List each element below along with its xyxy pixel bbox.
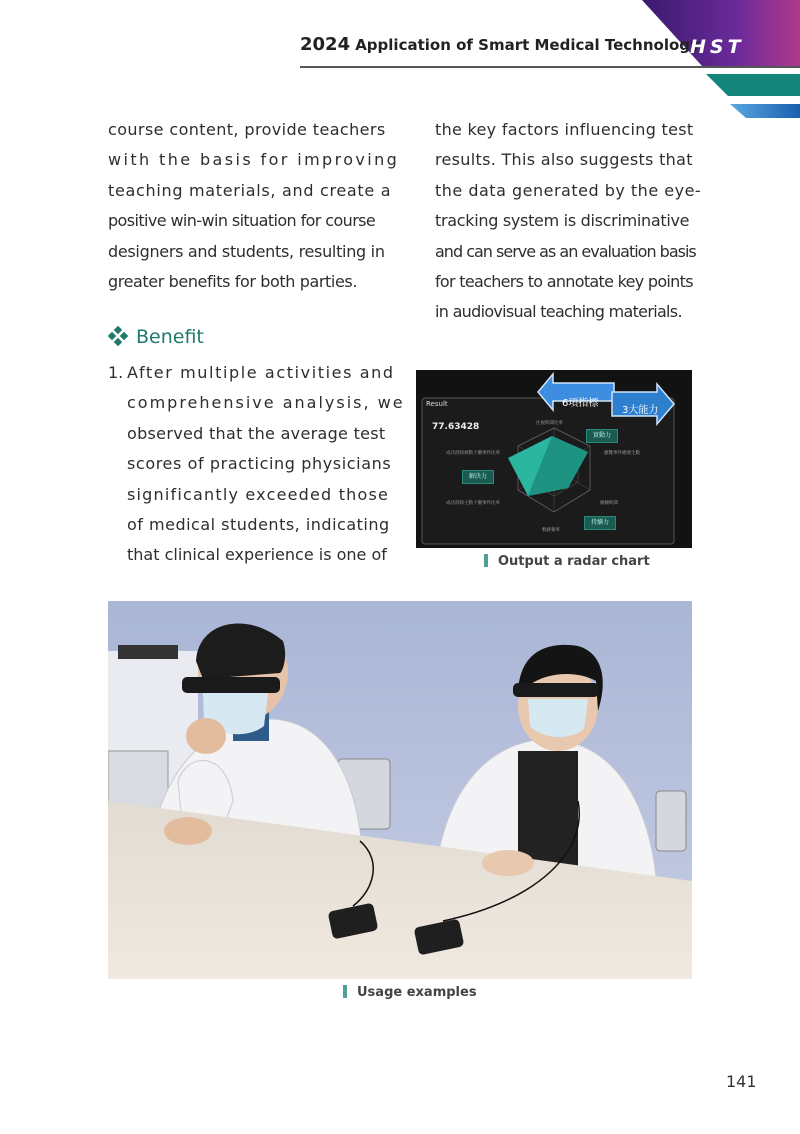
radar-chart-screenshot xyxy=(416,370,692,548)
usage-photo-illustration xyxy=(108,601,692,979)
running-header xyxy=(300,34,700,55)
arrow-right-label: 3大能力 xyxy=(622,405,659,416)
page-number: 141 xyxy=(726,1072,757,1091)
text-line: scores of practicing physicians xyxy=(127,454,392,474)
left-paragraph xyxy=(108,115,400,297)
arrow-left-label: 6項指標 xyxy=(562,398,599,409)
right-paragraph xyxy=(435,115,702,328)
text-line: tracking system is discriminative xyxy=(435,211,690,231)
list-number: 1. xyxy=(108,363,124,382)
text-line: course content, provide teachers xyxy=(108,120,386,139)
usage-photo xyxy=(108,601,692,979)
caption-bar xyxy=(343,985,347,998)
text-line: in audiovisual teaching materials. xyxy=(435,302,682,322)
text-line: of medical students, indicating xyxy=(127,514,390,534)
header-rule xyxy=(300,66,800,68)
header-decoration xyxy=(620,0,800,130)
radar-caption-text: Output a radar chart xyxy=(498,554,650,569)
text-line: After multiple activities and xyxy=(127,363,395,382)
text-line: positive win-win situation for course xyxy=(108,211,376,231)
radar-axis-label: 注視時間比率 xyxy=(536,421,563,426)
hst-logo: HST xyxy=(690,36,745,58)
text-line: teaching materials, and create a xyxy=(108,180,392,200)
radar-button: 解決力 xyxy=(462,470,494,484)
radar-button: 實動力 xyxy=(586,429,618,443)
benefit-heading-text: Benefit xyxy=(136,326,204,348)
text-line: comprehensive analysis, we xyxy=(127,393,405,413)
photo-caption xyxy=(343,985,477,1000)
text-line: and can serve as an evaluation basis xyxy=(435,241,696,261)
text-line: designers and students, resulting in xyxy=(108,241,385,261)
text-line: the key factors influencing test xyxy=(435,120,694,139)
text-line: greater benefits for both parties. xyxy=(108,271,358,291)
text-line: that clinical experience is one of xyxy=(127,545,387,565)
radar-axis-label: 軌跡頻率 xyxy=(542,528,560,533)
benefit-heading xyxy=(108,326,204,348)
text-line: results. This also suggests that xyxy=(435,150,693,170)
radar-figure xyxy=(416,370,692,548)
radar-score: 77.63428 xyxy=(432,422,480,432)
text-line: the data generated by the eye- xyxy=(435,180,702,200)
text-line: for teachers to annotate key points xyxy=(435,271,693,291)
text-line: significantly exceeded those xyxy=(127,484,390,504)
diamond-bullet-icon xyxy=(108,326,128,346)
radar-button: 持續力 xyxy=(584,516,616,530)
photo-caption-text: Usage examples xyxy=(357,985,477,1000)
radar-axis-label: 瀏覽事件總發生數 xyxy=(604,451,640,456)
header-title: Application of Smart Medical Technology xyxy=(355,36,700,54)
radar-axis-label: 成功消除被動干擾事件比率 xyxy=(446,451,500,456)
text-line: observed that the average test xyxy=(127,423,386,443)
radar-axis-label: 成功消除主動干擾事件比率 xyxy=(446,501,500,506)
caption-bar xyxy=(484,554,488,567)
header-year: 2024 xyxy=(300,34,351,55)
radar-window-label: Result xyxy=(426,400,448,408)
radar-axis-label: 總檢時間 xyxy=(600,501,618,506)
text-line: with the basis for improving xyxy=(108,150,400,170)
radar-caption xyxy=(484,554,650,569)
